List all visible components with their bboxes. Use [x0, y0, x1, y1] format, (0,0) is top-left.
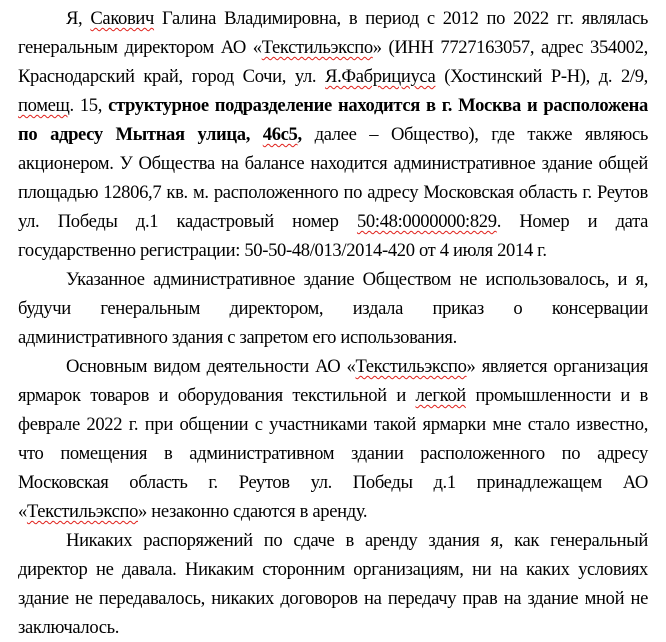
paragraph-4	[18, 526, 648, 642]
misspelled-word[interactable]: Текстильэкспо	[26, 501, 139, 522]
text-run: Основным видом деятельности АО «	[66, 356, 356, 377]
misspelled-word[interactable]: Я.Фабрициуса	[325, 66, 436, 87]
misspelled-word[interactable]: Сакович	[90, 8, 155, 29]
misspelled-word[interactable]: 50:48:0000000:829	[356, 211, 497, 232]
text-run: . 15,	[69, 95, 109, 116]
text-run: промышленности и в феврале 2022 г. при общении с участниками такой ярмарки мне стало известно, что помещения в административном здании расположенного по адресу Московская область г. Реутов ул. Победы д.1 принадлежащем АО «	[18, 385, 648, 522]
text-run: » незаконно сдаются в аренду.	[138, 501, 368, 522]
text-run: далее – Общество), где также являюсь акционером. У Общества на балансе находится административное здание общей площадью 12806,7 кв. м. расположенного по адресу Московская область г. Реутов ул. Победы д.1 кадастровый номер	[18, 124, 648, 232]
paragraph-1	[18, 4, 648, 265]
paragraph-3	[18, 352, 648, 526]
text-run: » (ИНН 7727163057, адрес 354002, Краснодарский край, город Сочи, ул.	[18, 37, 648, 87]
misspelled-word[interactable]: легкой	[415, 385, 466, 406]
text-run: Галина Владимировна, в период с 2012 по 2022 гг. являлась генеральным директором АО «	[18, 8, 648, 58]
misspelled-word[interactable]: 46с5	[262, 124, 298, 145]
bold-text-run: ,	[297, 124, 302, 145]
paragraph-2	[18, 265, 648, 352]
document-body	[18, 4, 648, 642]
misspelled-word[interactable]: Текстильэкспо	[355, 356, 467, 377]
text-run: Указанное административное здание Обществом не использовалось, и я, будучи генеральным директором, издала приказ о консервации административного здания с запретом его использования.	[18, 269, 648, 348]
text-run: . Номер и дата государственно регистрации: 50-50-48/013/2014-420 от 4 июля 2014 г.	[18, 211, 649, 261]
misspelled-word[interactable]: Текстильэкспо	[261, 37, 373, 58]
text-run: (Хостинский Р-Н), д. 2/9,	[435, 66, 648, 87]
bold-text-run: структурное подразделение находится в г. Москва и расположена по адресу Мытная улица,	[18, 95, 648, 145]
misspelled-word[interactable]: помещ	[18, 95, 70, 116]
text-run: Никаких распоряжений по сдаче в аренду здания я, как генеральный директор не давала. Никаким сторонним организациям, ни на каких условиях здание не передавалось, никаких договоров на передачу прав на здание мной не заключалось.	[18, 530, 648, 638]
text-run: » является организация ярмарок товаров и оборудования текстильной и	[18, 356, 648, 406]
text-run: Я,	[66, 8, 91, 29]
